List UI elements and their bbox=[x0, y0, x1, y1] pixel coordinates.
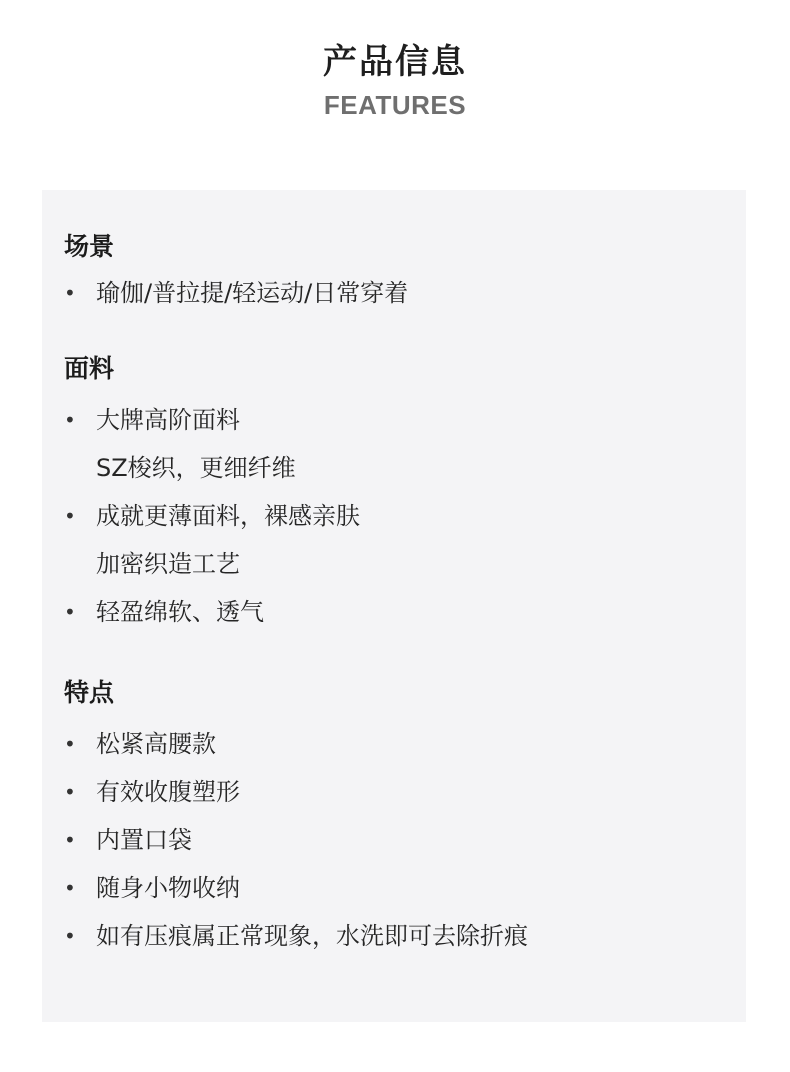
item-text: 随身小物收纳 bbox=[96, 874, 240, 902]
item-text: SZ梭织，更细纤维 bbox=[96, 454, 296, 482]
list-item bbox=[64, 588, 360, 636]
item-text: 如有压痕属正常现象，水洗即可去除折痕 bbox=[96, 922, 528, 950]
item-text: 松紧高腰款 bbox=[96, 730, 216, 758]
item-text: 内置口袋 bbox=[96, 826, 192, 854]
item-list-scene bbox=[64, 269, 408, 317]
bullet-icon: • bbox=[64, 732, 76, 756]
section-fabric bbox=[64, 352, 360, 636]
section-title-scene: 场景 bbox=[64, 232, 115, 261]
item-text: 加密织造工艺 bbox=[96, 550, 240, 578]
page-title: 产品信息 bbox=[323, 42, 467, 82]
bullet-icon: • bbox=[64, 780, 76, 804]
list-item bbox=[64, 912, 528, 960]
bullet-icon: • bbox=[64, 504, 76, 528]
item-list-fabric bbox=[64, 396, 360, 636]
bullet-icon: • bbox=[64, 281, 76, 305]
item-text: 成就更薄面料，裸感亲肤 bbox=[96, 502, 360, 530]
list-item bbox=[64, 269, 408, 317]
section-scene bbox=[64, 230, 408, 317]
section-title-features: 特点 bbox=[64, 678, 115, 707]
bullet-icon: • bbox=[64, 876, 76, 900]
list-item bbox=[64, 768, 528, 816]
item-text: 轻盈绵软、透气 bbox=[96, 598, 264, 626]
bullet-icon: • bbox=[64, 408, 76, 432]
item-text: 瑜伽/普拉提/轻运动/日常穿着 bbox=[96, 279, 409, 307]
section-features bbox=[64, 676, 528, 960]
list-item bbox=[64, 492, 360, 588]
item-text: 有效收腹塑形 bbox=[96, 778, 240, 806]
page-header bbox=[0, 40, 790, 122]
section-title-fabric: 面料 bbox=[64, 354, 115, 383]
list-item bbox=[64, 396, 360, 492]
bullet-icon: • bbox=[64, 924, 76, 948]
item-list-features bbox=[64, 720, 528, 960]
list-item bbox=[64, 864, 528, 912]
info-panel bbox=[42, 190, 746, 1022]
bullet-icon: • bbox=[64, 600, 76, 624]
list-item bbox=[64, 816, 528, 864]
page-subtitle: FEATURES bbox=[323, 90, 467, 120]
item-text: 大牌高阶面料 bbox=[96, 406, 240, 434]
bullet-icon: • bbox=[64, 828, 76, 852]
list-item bbox=[64, 720, 528, 768]
